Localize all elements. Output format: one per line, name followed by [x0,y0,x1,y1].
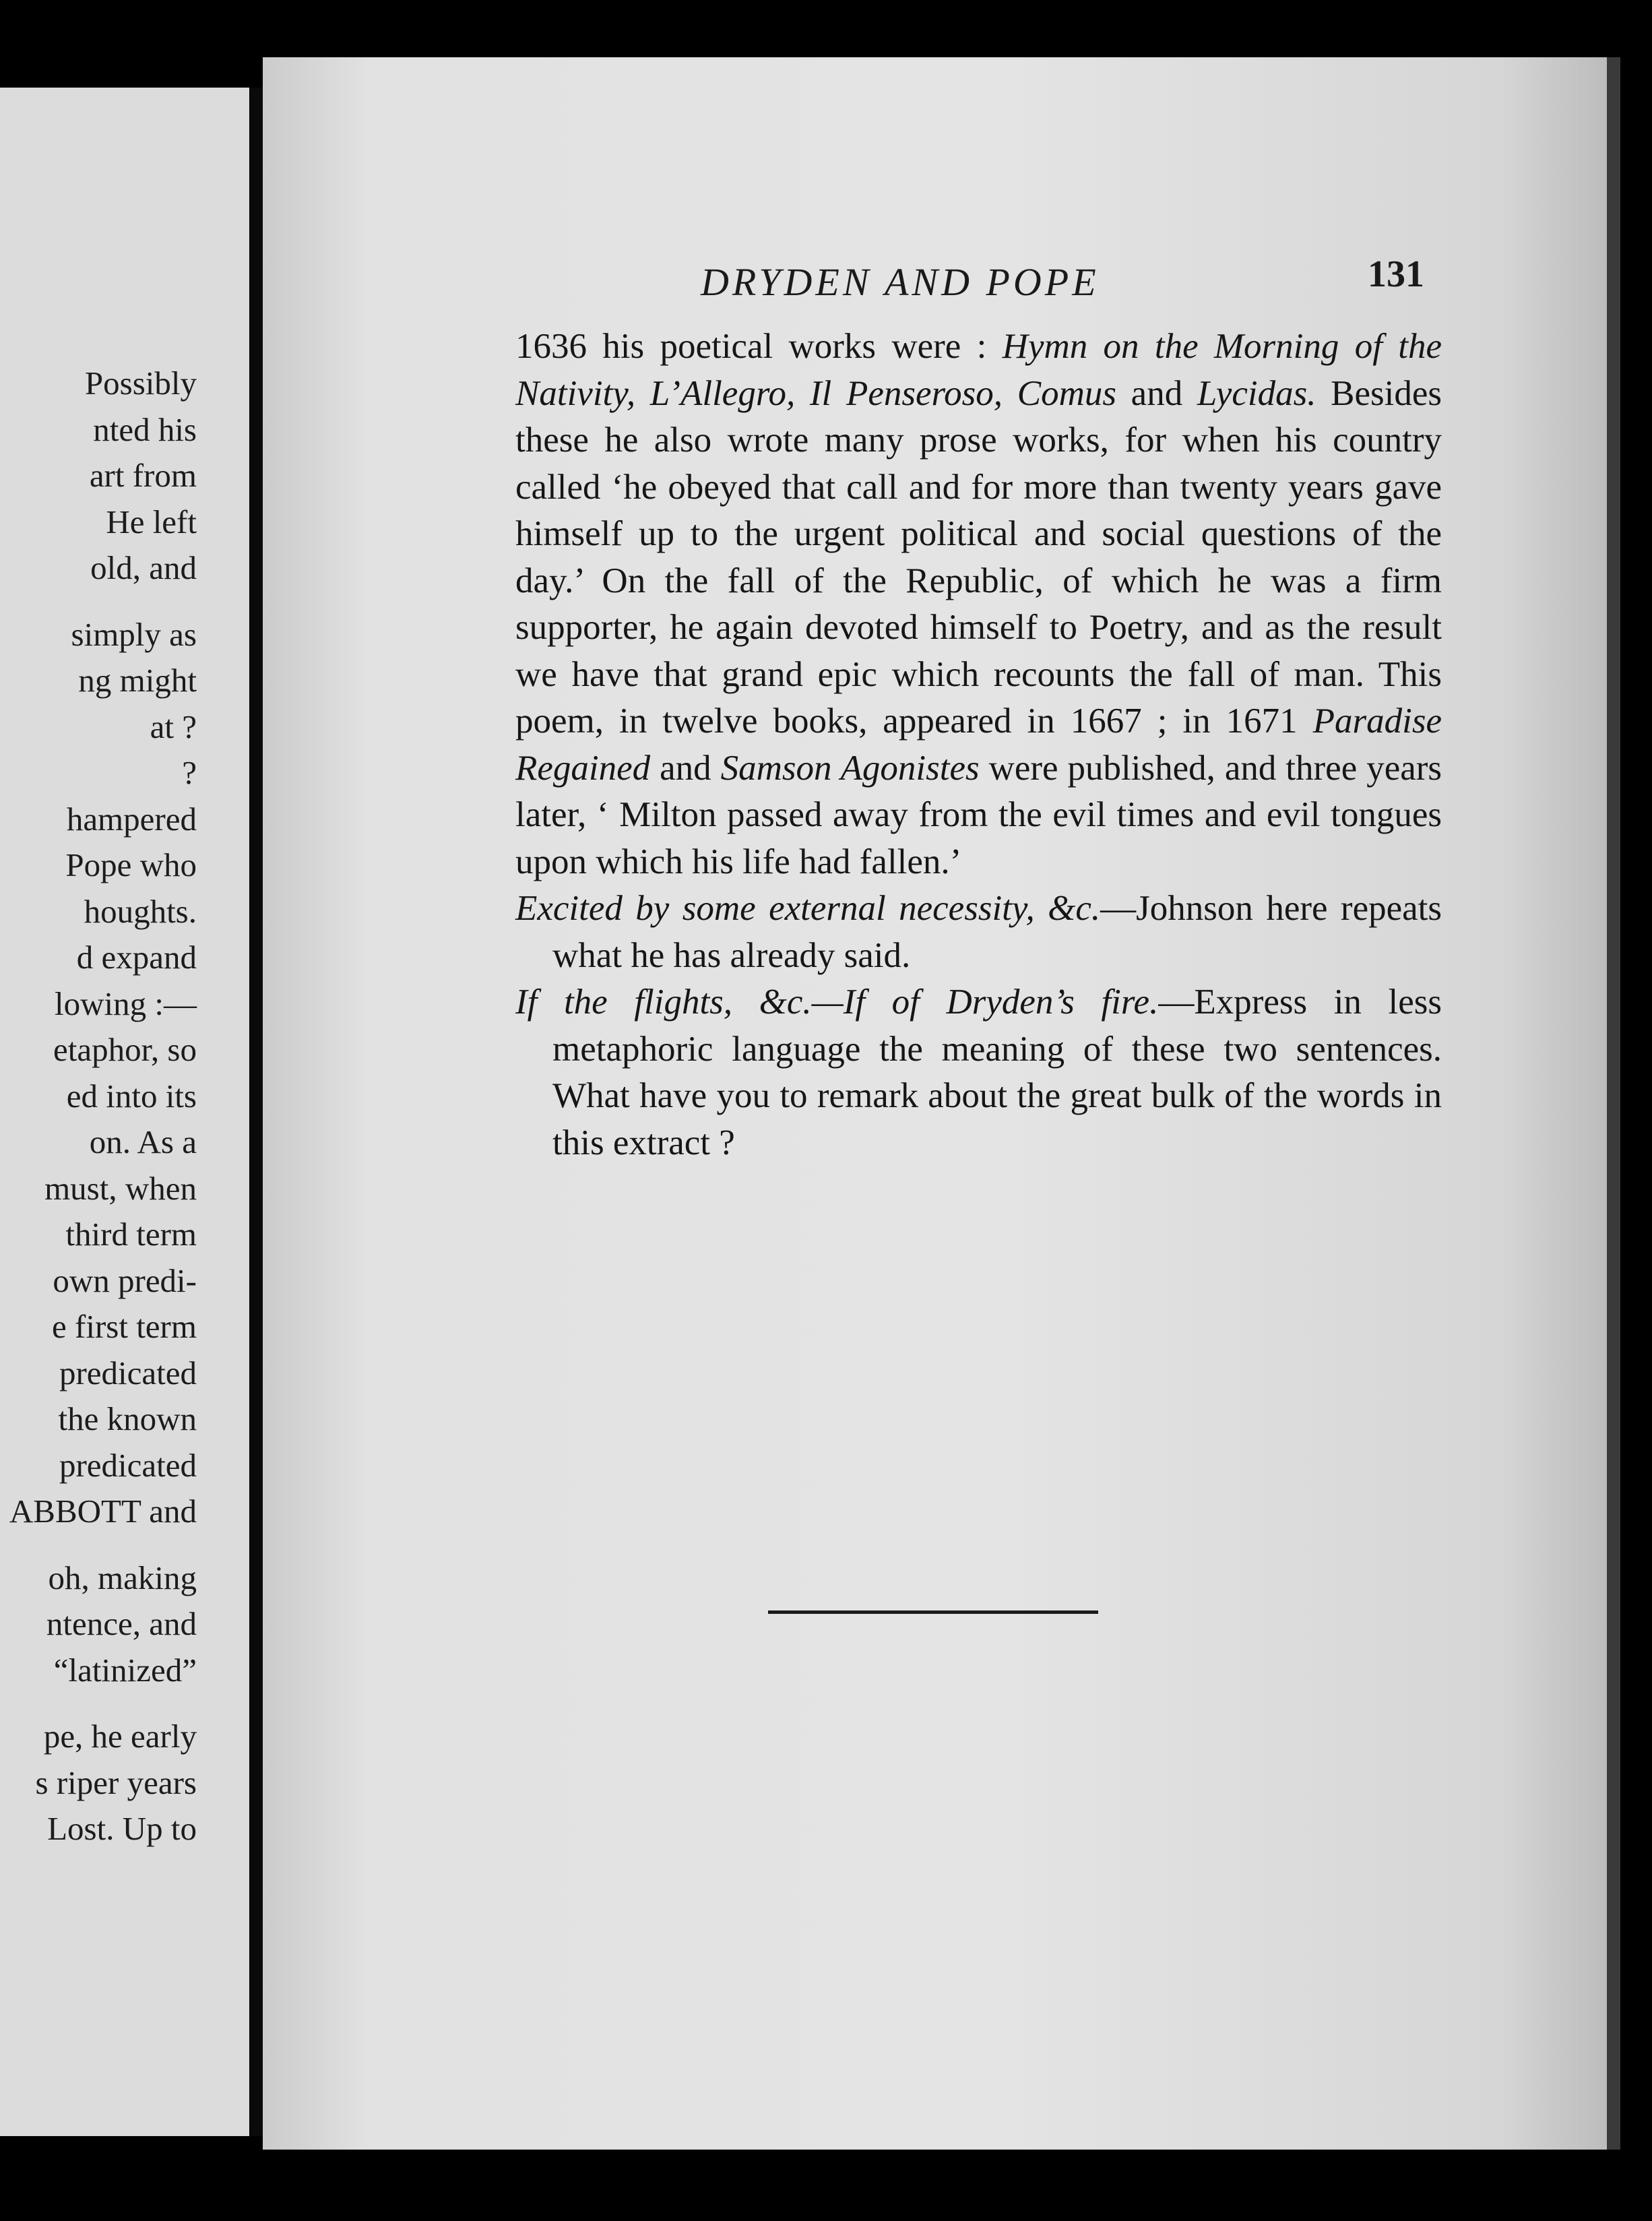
left-line: simply as [71,615,197,653]
left-line: e first term [52,1308,197,1345]
page-body [515,323,1442,1166]
left-line: lowing :— [55,984,197,1022]
left-line: houghts. [84,892,197,930]
left-line: etaphor, so [53,1031,197,1068]
left-line: nted his [93,410,197,448]
title-italic: Hymn on the Morning of the Nativity, L’Allegro, Il Penseroso, Comus [515,327,1442,413]
note-lemma: If the flights, &c.—If of Dryden’s fire. [515,982,1159,1022]
left-line: ntence, and [46,1605,197,1642]
left-line: predicated [59,1446,197,1484]
left-line: ng might [78,662,197,699]
page-number: 131 [1368,253,1424,295]
left-line: own predi- [53,1261,197,1299]
left-line: ABBOTT and [9,1493,197,1530]
right-page [263,57,1607,2150]
page-edge [1607,57,1620,2150]
left-line: Pope who [65,846,197,883]
title-italic: Samson Agonistes [720,748,980,788]
title-italic: Paradise Regained [515,701,1442,788]
left-line: “latinized” [53,1651,197,1689]
note-lemma: Excited by some external necessity, &c. [515,889,1101,928]
left-line: at ? [150,708,197,745]
left-line: ed into its [66,1077,197,1115]
left-line: Possibly [84,365,197,402]
left-page-fragment [0,88,249,2136]
title-italic: Lycidas. [1197,373,1316,413]
left-line: ? [182,754,197,791]
left-line: must, when [44,1169,197,1207]
note-text: —Express in less metaphoric language the meaning of these two sentences. What have you to remark about the great bulk of the words in this extract ? [552,982,1442,1162]
section-rule [768,1610,1098,1614]
note-excited [515,885,1442,979]
running-header: DRYDEN AND POPE [701,260,1100,304]
left-line: the known [58,1400,197,1437]
left-line: s riper years [35,1763,197,1801]
left-line: predicated [59,1354,197,1391]
paragraph-milton: 1636 his poetical works were : Hymn on the Morning of the Nativity, L’Allegro, Il Penseroso, Comus and Lycidas. Besides these he also wrote many prose works, for when his country called ‘he obeyed that call and for more than twenty years gave himself up to the urgent political and social questions of the day.’ On the fall of the Republic, of which he was a firm supporter, he again devoted himself to Poetry, and as the result we have that grand epic which recounts the fall of man. This poem, in twelve books, appeared in 1667 ; in 1671 Paradise Regained and Samson Agonistes were published, and three years later, ‘ Milton passed away from the evil times and evil tongues upon which his life had fallen.’ [515,327,1442,881]
left-line: third term [65,1216,197,1253]
left-page-text [0,361,197,1852]
left-line: hampered [66,800,197,838]
left-line: art from [89,457,197,494]
left-line: old, and [90,549,197,586]
left-line: on. As a [89,1123,197,1160]
note-text: —Johnson here repeats what he has already said. [552,889,1442,975]
left-line: d expand [76,939,197,976]
left-line: Lost. Up to [47,1810,197,1847]
gutter-line [251,88,263,2136]
left-line: oh, making [48,1559,197,1596]
note-flights [515,979,1442,1166]
left-line: He left [106,503,197,540]
left-line: pe, he early [43,1718,197,1755]
